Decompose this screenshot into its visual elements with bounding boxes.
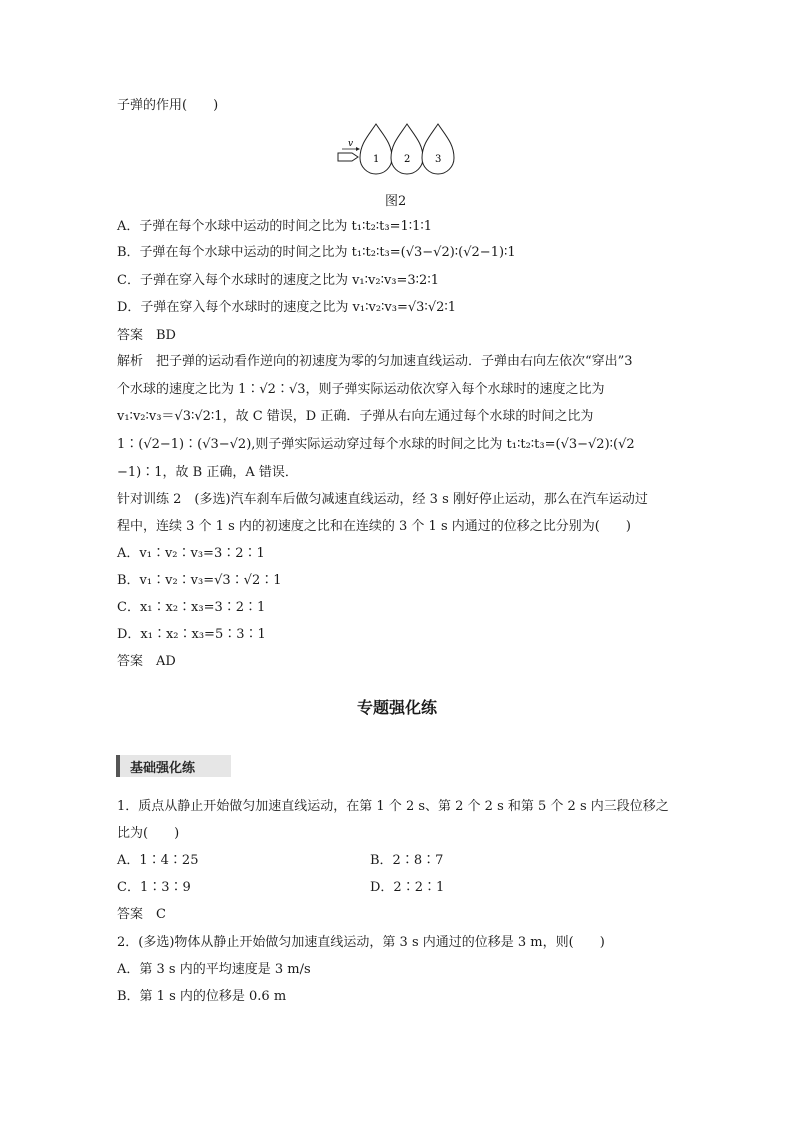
option-b: B．子弹在每个水球中运动的时间之比为 t₁∶t₂∶t₃=(√3−√2)∶(√2−1)∶1 <box>117 245 516 260</box>
training-2-option-d: D．x₁∶x₂∶x₃=5∶3∶1 <box>117 627 266 642</box>
problem-1-option-c: C．1∶3∶9 <box>117 880 191 895</box>
section-tag <box>116 755 231 777</box>
velocity-label: v <box>348 139 354 149</box>
training-2-line-2: 程中，连续 3 个 1 s 内的初速度之比和在连续的 3 个 1 s 内通过的位移之比分别为( ) <box>117 519 631 534</box>
problem-1-line-1: 1．质点从静止开始做匀加速直线运动，在第 1 个 2 s、第 2 个 2 s 和第 5 个 2 s 内三段位移之 <box>117 799 669 814</box>
explanation-line-4: 1∶(√2−1)∶(√3−√2),则子弹实际运动穿过每个水球的时间之比为 t₁∶t₂∶t₃=(√3−√2)∶(√2 <box>117 437 635 452</box>
option-d: D．子弹在穿入每个水球时的速度之比为 v₁∶v₂∶v₃=√3∶√2∶1 <box>117 300 457 315</box>
water-ball-1 <box>360 124 392 174</box>
section-title: 专题强化练 <box>356 698 437 717</box>
ball-label-1: 1 <box>373 154 380 165</box>
training-2-option-c: C．x₁∶x₂∶x₃=3∶2∶1 <box>117 600 266 615</box>
explanation-line-5: −1)∶1，故 B 正确，A 错误． <box>117 465 298 480</box>
answer-1: 答案 BD <box>117 328 176 343</box>
water-balls-figure <box>336 120 466 190</box>
training-2-option-b: B．v₁∶v₂∶v₃=√3∶√2∶1 <box>117 573 282 588</box>
answer-3: 答案 C <box>117 907 166 922</box>
option-c: C．子弹在穿入每个水球时的速度之比为 v₁∶v₂∶v₃=3∶2∶1 <box>117 273 439 288</box>
ball-label-3: 3 <box>435 154 442 165</box>
ball-label-2: 2 <box>404 154 411 165</box>
problem-2-line-1: 2．(多选)物体从静止开始做匀加速直线运动，第 3 s 内通过的位移是 3 m，则( ) <box>117 935 605 950</box>
explanation-line-3: v₁∶v₂∶v₃＝√3∶√2∶1，故 C 错误，D 正确．子弹从右向左通过每个水球的时间之比为 <box>117 409 594 424</box>
problem-1-line-2: 比为( ) <box>117 826 180 841</box>
problem-2-option-a: A．第 3 s 内的平均速度是 3 m/s <box>117 962 311 977</box>
problem-1-option-a: A．1∶4∶25 <box>117 853 199 868</box>
explanation-line-2: 个水球的速度之比为 1∶√2∶√3，则子弹实际运动依次穿入每个水球时的速度之比为 <box>117 382 605 397</box>
answer-2: 答案 AD <box>117 654 176 669</box>
bullet <box>338 153 358 161</box>
figure-caption: 图2 <box>385 194 407 209</box>
line-intro: 子弹的作用( ) <box>117 98 219 113</box>
option-a: A．子弹在每个水球中运动的时间之比为 t₁∶t₂∶t₃=1∶1∶1 <box>117 219 433 234</box>
section-tag-label: 基础强化练 <box>130 761 196 776</box>
water-ball-3 <box>422 124 454 174</box>
training-2-line-1: 针对训练 2 (多选)汽车刹车后做匀减速直线运动，经 3 s 刚好停止运动，那么在汽车运动过 <box>117 492 648 507</box>
problem-1-option-b: B．2∶8∶7 <box>370 853 444 868</box>
explanation-line-1: 解析 把子弹的运动看作逆向的初速度为零的匀加速直线运动．子弹由右向左依次“穿出”3 <box>117 354 633 369</box>
water-ball-2 <box>391 124 423 174</box>
problem-1-options-row-1 <box>117 851 444 871</box>
training-2-option-a: A．v₁∶v₂∶v₃=3∶2∶1 <box>117 546 265 561</box>
velocity-arrowhead <box>356 147 360 151</box>
problem-1-options-row-2 <box>117 878 445 898</box>
problem-2-option-b: B．第 1 s 内的位移是 0.6 m <box>117 989 287 1004</box>
problem-1-option-d: D．2∶2∶1 <box>370 880 445 895</box>
